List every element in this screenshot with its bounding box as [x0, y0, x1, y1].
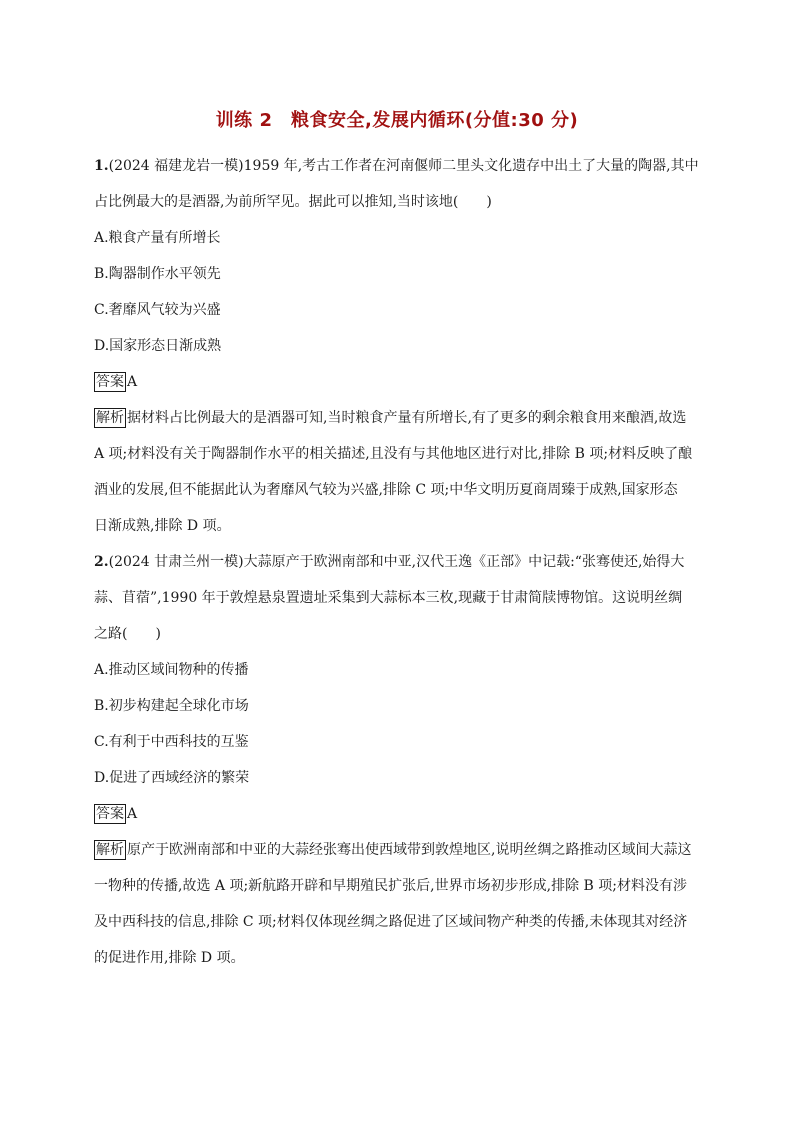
question-2-option-d: D.促进了西域经济的繁荣 — [94, 770, 250, 786]
question-2-option-b: B.初步构建起全球化市场 — [94, 698, 249, 714]
question-2-stem-line-3: 之路( ) — [94, 626, 161, 642]
question-1-analysis-line-2: A 项;材料没有关于陶器制作水平的相关描述,且没有与其他地区进行对比,排除 B 项;材料反映了酿 — [94, 446, 693, 462]
question-1-analysis-line-3: 酒业的发展,但不能据此认为奢靡风气较为兴盛,排除 C 项;中华文明历夏商周臻于成熟,国家形态 — [94, 482, 678, 498]
question-2-answer-value: A — [127, 806, 138, 822]
question-1-analysis-line-4: 日渐成熟,排除 D 项。 — [94, 518, 231, 534]
question-2-analysis-line-4: 的促进作用,排除 D 项。 — [94, 950, 245, 966]
answer-tag: 答案 — [96, 806, 124, 822]
analysis-tag: 解析 — [96, 410, 124, 426]
question-1-answer — [94, 364, 700, 400]
question-2-analysis-text-1: 原产于欧洲南部和中亚的大蒜经张骞出使西域带到敦煌地区,说明丝绸之路推动区域间大蒜这 — [127, 842, 692, 858]
question-2-answer — [94, 796, 700, 832]
question-1-number: 1. — [94, 158, 109, 174]
question-2-analysis-line-1 — [94, 832, 700, 868]
question-2-stem-text-1: (2024 甘肃兰州一模)大蒜原产于欧洲南部和中亚,汉代王逸《正部》中记载:“张骞使还,始得大 — [108, 554, 685, 570]
page-title: 训练 2 粮食安全,发展内循环(分值:30 分) — [215, 110, 579, 131]
question-1-option-d: D.国家形态日渐成熟 — [94, 338, 222, 354]
question-1-answer-value: A — [127, 374, 138, 390]
question-1-stem-text-1: (2024 福建龙岩一模)1959 年,考古工作者在河南偃师二里头文化遗存中出土了大量的陶器,其中 — [108, 158, 699, 174]
question-2-option-c: C.有利于中西科技的互鉴 — [94, 734, 249, 750]
question-1-stem-line-2: 占比例最大的是酒器,为前所罕见。据此可以推知,当时该地( ) — [94, 194, 492, 210]
question-2-option-a: A.推动区域间物种的传播 — [94, 662, 249, 678]
analysis-tag: 解析 — [96, 842, 124, 858]
question-1-analysis-line-1 — [94, 400, 700, 436]
content-body — [94, 148, 700, 976]
question-2-analysis-line-3: 及中西科技的信息,排除 C 项;材料仅体现丝绸之路促进了区域间物产种类的传播,未体现其对经济 — [94, 914, 688, 930]
question-1-stem-line-1 — [94, 148, 700, 184]
question-2-stem-line-2: 蒜、苜蓿”,1990 年于敦煌悬泉置遗址采集到大蒜标本三枚,现藏于甘肃简牍博物馆。这说明丝绸 — [94, 590, 683, 606]
question-2-number: 2. — [94, 554, 109, 570]
question-2-analysis-line-2: 一物种的传播,故选 A 项;新航路开辟和早期殖民扩张后,世界市场初步形成,排除 B 项;材料没有涉 — [94, 878, 687, 894]
question-1-option-c: C.奢靡风气较为兴盛 — [94, 302, 221, 318]
question-1-analysis-text-1: 据材料占比例最大的是酒器可知,当时粮食产量有所增长,有了更多的剩余粮食用来酿酒,故选 — [127, 410, 687, 426]
question-2-stem-line-1 — [94, 544, 700, 580]
question-1 — [94, 148, 700, 544]
question-2 — [94, 544, 700, 976]
question-1-option-b: B.陶器制作水平领先 — [94, 266, 221, 282]
question-1-option-a: A.粮食产量有所增长 — [94, 230, 221, 246]
answer-tag: 答案 — [96, 374, 124, 390]
